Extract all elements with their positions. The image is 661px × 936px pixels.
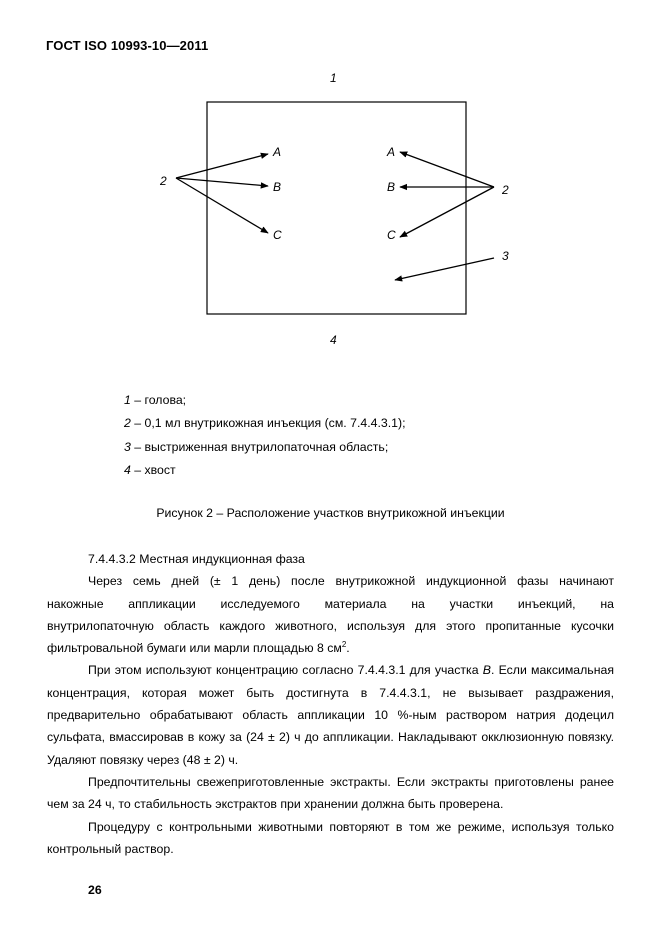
paragraph-line: накожные аппликации исследуемого материала на участки инъекций, на [47,596,614,611]
legend-key: 4 [124,462,131,477]
left-target-b: B [273,180,282,194]
left-arrow-b [176,178,268,186]
animal-outline-rect [207,102,466,314]
right-target-c: C [387,228,396,242]
legend-text: – 0,1 мл внутрикожная инъекция (см. 7.4.4.3.1); [130,416,406,431]
superscript: 2 [341,640,347,650]
left-target-c: C [273,228,282,242]
left-arrow-c [176,178,268,233]
legend-item [124,412,406,435]
legend-key: 3 [124,439,131,454]
right-arrow-c [400,187,494,237]
left-arrow-a [176,154,268,178]
legend-text: – хвост [130,462,176,477]
legend-key: 1 [124,393,131,407]
document-header: ГОСТ ISO 10993-10—2011 [46,38,209,53]
legend-item [124,459,406,482]
paragraph-line: фильтровальной бумаги или марли площадью 8 $см^2$. [47,640,350,656]
left-target-a: A [273,145,282,159]
paragraph-line: Через семь дней (± 1 день) после внутрикожной индукционной фазы начинают [88,574,614,589]
left-pointer-label: 2 [160,174,167,188]
paragraph-line: внутрилопаточную область каждого животного, используя для этого пропитанные кусочки [47,618,614,633]
figure-caption: Рисунок 2 – Расположение участков внутрикожной инъекции [156,506,505,520]
legend-text: – голова; [130,393,187,407]
paragraph: Предпочтительны свежеприготовленные экстракты. Если экстракты приготовлены ранее чем за 24 ч, то стабильность экстрактов при хранении должна быть проверена. [47,774,614,812]
site-label: В [482,663,491,678]
right-target-b: B [387,180,396,194]
area-pointer-label: 3 [502,249,509,263]
right-pointer-label: 2 [502,183,509,197]
legend-key: 2 [124,416,131,431]
label-head: 1 [330,71,337,85]
paragraph: При этом используют концентрацию согласно 7.4.4.3.1 для участка В. Если максимальная концентрация, которая может быть достигнута в 7.4.4.3.1, не вызывает раздражения, предварительно обрабатывают область аппликации 10 %-ным раствором натрия додецил сульфата, вмассировав в кожу за (24 ± 2) ч до аппликации. Накладывают окклюзионную повязку. Удаляют повязку через (48 ± 2) ч. [47,663,615,767]
label-tail: 4 [330,333,337,347]
section-heading: 7.4.4.3.2 Местная индукционная фаза [88,552,305,566]
injection-diagram [0,0,661,360]
area-arrow [395,258,494,280]
paragraph: Процедуру с контрольными животными повторяют в том же режиме, используя только контрольный раствор. [47,819,614,856]
figure-legend [124,389,406,482]
legend-text: – выстриженная внутрилопаточная область; [130,439,389,454]
right-target-a: A [387,145,396,159]
figure-injection-sites [0,0,661,360]
legend-item [124,436,406,459]
legend-item [124,389,406,412]
page-number: 26 [88,883,102,897]
right-arrow-a [400,152,494,187]
section-body [47,548,615,860]
